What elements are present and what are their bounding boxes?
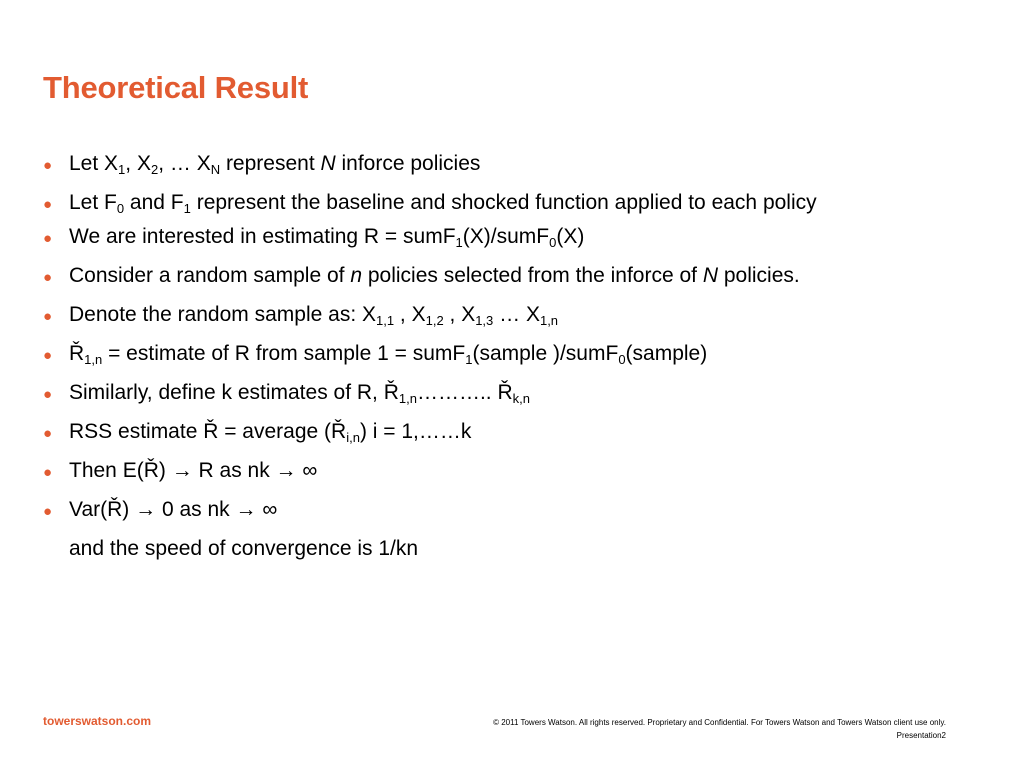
bullet-item: ● We are interested in estimating R = sumF$_1$(X)/sumF$_0$(X) [43, 225, 585, 250]
bullet-dot-icon: ● [43, 425, 53, 442]
bullet-item: ● RSS estimate Ř = average $(Ř_{i,n}) i$ = 1,……k [43, 420, 472, 445]
bullet-dot-icon: ● [43, 308, 53, 325]
bullet-dot-icon: ● [43, 503, 53, 520]
bullet-dot-icon: ● [43, 157, 53, 174]
bullet-dot-icon: ● [43, 347, 53, 364]
bullet-item: ● Let $F_0$ and $F_1$ represent the baseline and shocked function applied to each policy [43, 191, 817, 216]
bullet-continuation: and the speed of convergence is 1/kn [69, 537, 419, 560]
bullet-item: ● Similarly, define k estimates of R, $Ř_{1,n}\dots\dots\dots$.. $Ř_{k,n}$ [43, 381, 530, 406]
bullet-list [43, 152, 973, 576]
footer-website-link[interactable]: towerswatson.com [43, 714, 152, 728]
bullet-item: ● $Ř_{1,n}$ = estimate of R from sample 1 = sumF$_1$(sample )/sumF$_0$(sample) [43, 342, 708, 367]
file-name: Presentation2 [896, 731, 946, 740]
bullet-item: ● Denote the random sample as: $X_{1,1}$ , $X_{1,2}$ , $X_{1,3}$ … $X_{1,n}$ [43, 303, 559, 328]
bullet-item: ● Consider a random sample of n policies selected from the inforce of N policies. [43, 264, 973, 288]
bullet-dot-icon: ● [43, 386, 53, 403]
bullet-dot-icon: ● [43, 196, 53, 213]
bullet-dot-icon: ● [43, 464, 53, 481]
bullet-item: ● Var(Ř) → 0 as nk → ∞ [43, 498, 973, 522]
bullet-dot-icon: ● [43, 230, 53, 247]
footer-notice [493, 716, 946, 742]
bullet-item: ● Then E(Ř) → R as nk → ∞ [43, 459, 973, 483]
copyright-text: © 2011 Towers Watson. All rights reserved. Proprietary and Confidential. For Towers Watson and Towers Watson client use only. [493, 718, 946, 727]
bullet-dot-icon: ● [43, 269, 53, 286]
slide-title: Theoretical Result [43, 70, 309, 105]
bullet-item: ● Let $X_1$, $X_2$, … $X_N$ represent N inforce policies [43, 152, 481, 177]
